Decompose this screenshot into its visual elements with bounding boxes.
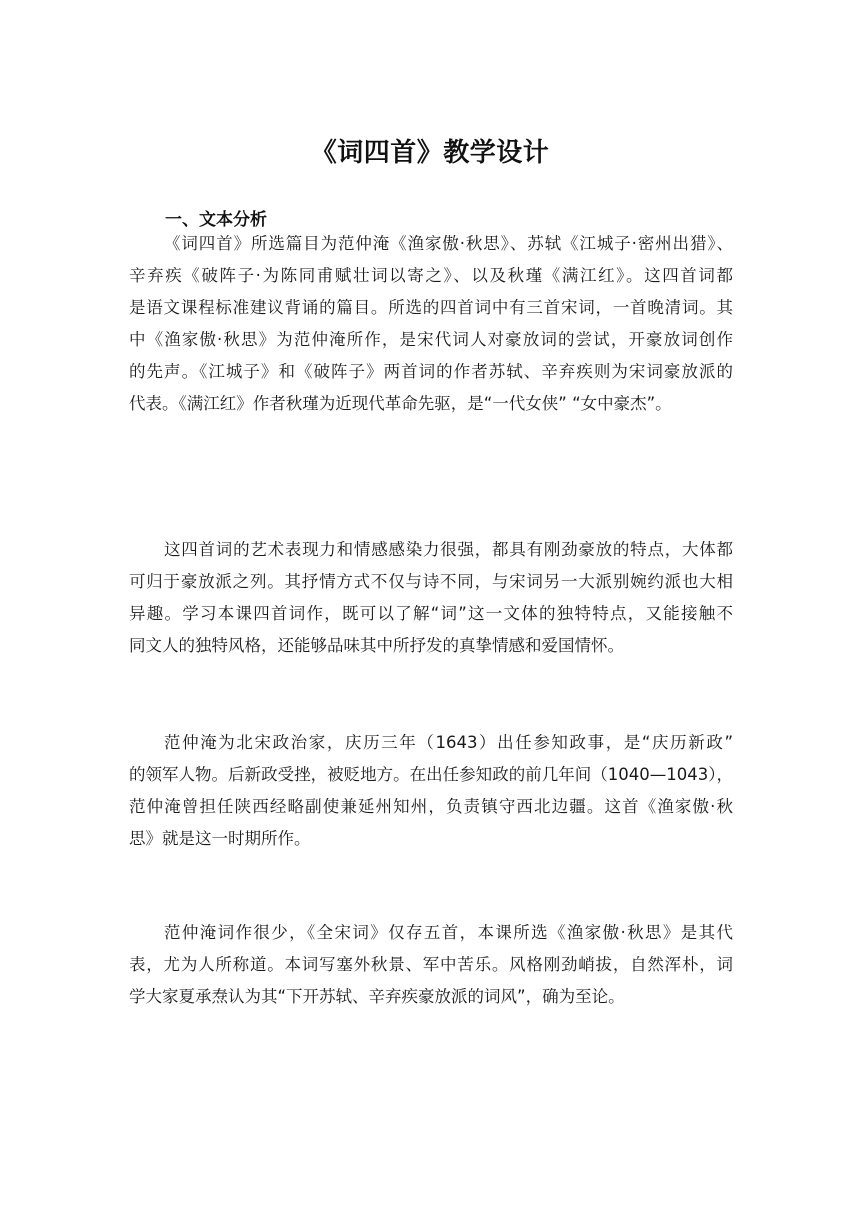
paragraph-line: 中《渔家傲·秋思》为范仲淹所作，是宋代词人对豪放词的尝试，开豪放词创作: [129, 330, 733, 349]
paragraph-line: 范仲淹曾担任陕西经略副使兼延州知州，负责镇守西北边疆。这首《渔家傲·秋: [129, 797, 733, 816]
paragraph-line: 可归于豪放派之列。其抒情方式不仅与诗不同，与宋词另一大派别婉约派也大相: [129, 572, 733, 591]
paragraph-line: 思》就是这一时期所作。: [129, 829, 311, 848]
paragraph-line: 《词四首》所选篇目为范仲淹《渔家傲·秋思》、苏轼《江城子·密州出猎》、: [164, 234, 733, 253]
paragraph-line: 这四首词的艺术表现力和情感感染力很强，都具有刚劲豪放的特点，大体都: [164, 540, 733, 559]
paragraph-line: 的领军人物。后新政受挫，被贬地方。在出任参知政的前几年间（1040—1043），: [129, 765, 733, 784]
paragraph-line: 同文人的独特风格，还能够品味其中所抒发的真挚情感和爱国情怀。: [129, 636, 624, 655]
paragraph-line: 代表。《满江红》作者秋瑾为近现代革命先驱，是“一代女侠” “女中豪杰”。: [129, 394, 672, 413]
section-heading: 一、文本分析: [165, 210, 267, 230]
paragraph-line: 范仲淹词作很少，《全宋词》仅存五首，本课所选《渔家傲·秋思》是其代: [164, 923, 733, 942]
paragraph-line: 学大家夏承焘认为其“下开苏轼、辛弃疾豪放派的词风”，确为至论。: [129, 987, 625, 1006]
paragraph-fan-zhongyan-bio: [129, 727, 733, 855]
paragraph-line: 表，尤为人所称道。本词写塞外秋景、军中苦乐。风格刚劲峭拔，自然浑朴，词: [129, 955, 733, 974]
paragraph-artistic-features: [129, 534, 733, 662]
paragraph-line: 的先声。《江城子》和《破阵子》两首词的作者苏轼、辛弃疾则为宋词豪放派的: [129, 362, 733, 381]
document-title: 《词四首》教学设计: [310, 138, 550, 168]
paragraph-text-analysis-intro: [129, 228, 733, 420]
paragraph-line: 范仲淹为北宋政治家，庆历三年（1643）出任参知政事，是“庆历新政”: [164, 733, 733, 752]
paragraph-fan-zhongyan-works: [129, 917, 733, 1013]
paragraph-line: 是语文课程标准建议背诵的篇目。所选的四首词中有三首宋词，一首晚清词。其: [129, 298, 733, 317]
paragraph-line: 辛弃疾《破阵子·为陈同甫赋壮词以寄之》、以及秋瑾《满江红》。这四首词都: [129, 266, 733, 285]
paragraph-line: 异趣。学习本课四首词作，既可以了解“词”这一文体的独特特点，又能接触不: [129, 604, 733, 623]
